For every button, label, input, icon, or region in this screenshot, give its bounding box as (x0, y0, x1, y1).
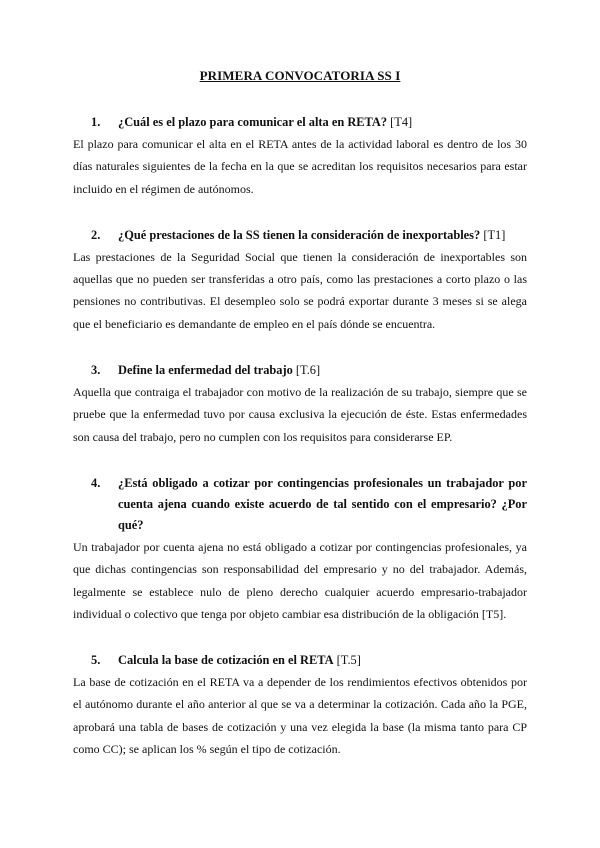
question-section-1 (73, 112, 527, 200)
answer-paragraph: Aquella que contraiga el trabajador con motivo de la realización de su trabajo, siempre que se pruebe que la enfermedad tuvo por causa exclusiva la ejecución de éste. Estas enfermedades son causa del trabajo, pero no cumplen con los requisitos para considerarse EP. (73, 385, 527, 444)
topic-tag: [T1] (483, 227, 506, 242)
question-heading (73, 473, 527, 536)
question-text: Define la enfermedad del trabajo (118, 363, 293, 378)
topic-tag: [T4] (390, 115, 413, 129)
answer-paragraph: La base de cotización en el RETA va a depender de los rendimientos efectivos obtenidos por el autónomo durante el año anterior al que se va a determinar la cotización. Cada año la PGE, aprobará una tabla de bases de cotización y una vez elegida la base (la misma tanto para CP como CC); se aplican los % según el tipo de cotización. (73, 675, 527, 757)
question-number: 1. (91, 115, 101, 129)
question-heading (73, 650, 527, 671)
question-heading (73, 225, 527, 246)
answer-paragraph: El plazo para comunicar el alta en el RETA antes de la actividad laboral es dentro de los 30 días naturales siguientes de la fecha en la que se acreditan los requisitos necesarios para estar incluido en el régimen de autónomos. (73, 137, 527, 196)
answer-paragraph: Un trabajador por cuenta ajena no está obligado a cotizar por contingencias profesionales, ya que dichas contingencias son responsabilidad del empresario y no del trabajador. Además, legalmente se establece nulo de pleno derecho cualquier acuerdo empresario-trabajador individual o colectivo que tenga por objeto cambiar esa distribución de la obligación [T5]. (73, 539, 527, 621)
document-title: PRIMERA CONVOCATORIA SS I (199, 68, 401, 83)
question-text: ¿Está obligado a cotizar por contingencias profesionales un trabajador por cuenta ajena cuando existe acuerdo de tal sentido con el empresario? ¿Por qué? (118, 475, 527, 532)
question-section-5 (73, 650, 527, 760)
question-number: 3. (91, 363, 101, 378)
question-text: ¿Qué prestaciones de la SS tienen la consideración de inexportables? (118, 227, 481, 242)
question-number: 4. (91, 475, 101, 490)
question-section-4 (73, 473, 527, 625)
topic-tag: [T.5] (336, 653, 361, 668)
answer-paragraph: Las prestaciones de la Seguridad Social que tienen la consideración de inexportables son aquellas que no pueden ser transferidas a otro país, como las prestaciones a corto plazo o las pensiones no contributivas. El desempleo solo se podrá exportar durante 3 meses si se alega que el beneficiario es demandante de empleo en el país dónde se encuentra. (73, 249, 527, 331)
question-number: 5. (91, 653, 101, 668)
question-section-3 (73, 360, 527, 448)
question-heading (73, 360, 527, 381)
topic-tag: [T.6] (295, 363, 321, 378)
question-number: 2. (91, 227, 101, 242)
question-section-2 (73, 225, 527, 335)
question-text: ¿Cuál es el plazo para comunicar el alta en RETA? (118, 115, 388, 129)
question-heading (73, 112, 527, 133)
question-text: Calcula la base de cotización en el RETA (118, 653, 334, 668)
